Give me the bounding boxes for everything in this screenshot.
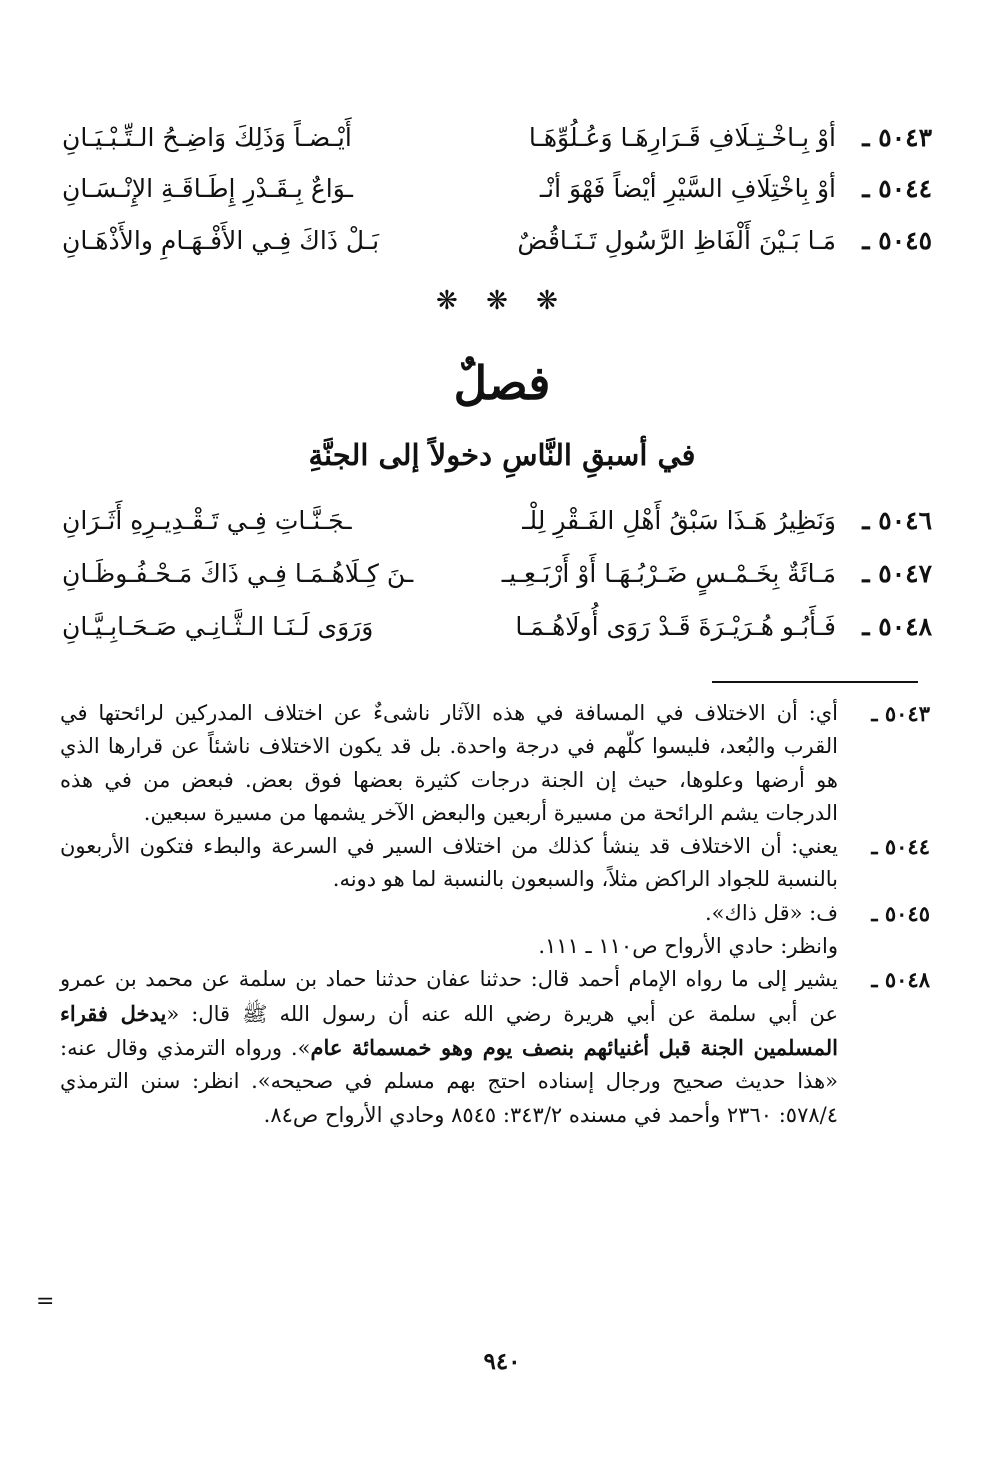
footnote-text-post: ». ورواه الترمذي وقال عنه: «هذا حديث صحيح ورجال إسناده احتج بهم مسلم في صحيحه». انظر: سنن الترمذي ٥٧٨/٤: ٢٣٦٠ وأحمد في مسنده ٣٤٣/٢: ٨٥٤٥ وحادي الأرواح ص٨٤.: [60, 1035, 838, 1127]
continuation-mark: =: [36, 1289, 55, 1314]
verse-first-hemistich: فَـأَبُـو هُـرَيْـرَةَ قَـدْ رَوَى أُولَاهُـمَـا: [515, 611, 836, 641]
footnote-5044: [60, 830, 930, 897]
verse-5044: [62, 164, 932, 212]
footnote-text-pre: يشير إلى ما رواه الإمام أحمد قال: حدثنا عفان حدثنا حماد بن سلمة عن محمد بن عمرو عن أبي سلمة عن أبي هريرة رضي الله عنه أن رسول الله ﷺ قال: «: [60, 967, 838, 1026]
verse-second-hemistich: أَيْـضـاً وَذَلِكَ وَاضِـحُ الـتِّـبْـيَـانِ: [62, 122, 352, 152]
page-number: ٩٤٠: [483, 1348, 521, 1375]
verse-second-hemistich: ـوَاعٌ بِـقَـدْرِ إِطَـاقَـةِ الإِنْـسَـانِ: [62, 173, 353, 203]
footnote-text: [60, 963, 838, 1131]
verse-first-hemistich: أوْ بِاخْتِلَافِ السَّيْرِ أيْضاً فَهْوَ أنْـ: [539, 173, 836, 203]
hadith-quote: يدخل فقراء المسلمين الجنة قبل أغنيائهم بنصف يوم وهو خمسمائة عام: [60, 1000, 838, 1060]
footnote-paragraph: أي: أن الاختلاف في المسافة في هذه الآثار ناشىءٌ عن اختلاف المدركين لرائحتها في القرب والبُعد، فليسوا كلّهم في درجة واحدة. بل قد يكون الاختلاف ناشئاً عن قرارها الذي هو أرضها وعلوها، حيث إن الجنة درجات كثيرة بعضها فوق بعض. فبعض من في هذه الدرجات يشم الرائحة من مسيرة أربعين والبعض الآخر يشمها من مسيرة سبعين.: [60, 701, 838, 825]
verse-second-hemistich: وَرَوَى لَـنَـا الـثَّـانِـي صَـحَـابِـيَّـانِ: [62, 611, 374, 641]
verse-5048: [62, 602, 932, 650]
verse-first-hemistich: أوْ بِـاخْـتِـلَافِ قَـرَارِهَـا وَعُـلُوِّهَـا: [528, 122, 836, 152]
footnote-text: [60, 830, 838, 897]
verse-second-hemistich: ـجَـنَّـاتِ فِـي تَـقْـدِيـرِهِ أَثَـرَانِ: [62, 505, 352, 535]
verse-5043: [62, 113, 932, 161]
footnote-paragraph: ف: «قل ذاك».: [704, 900, 838, 925]
footnote-number: ٥٠٤٤ ـ: [871, 834, 930, 860]
verse-first-hemistich: وَنَظِيرُ هَـذَا سَبْقُ أَهْلِ الفَـقْرِ لِلْـ: [522, 505, 836, 535]
footnote-number: ٥٠٤٨ ـ: [871, 967, 930, 993]
verse-5045: [62, 216, 932, 264]
verse-number: ٥٠٤٦ ـ: [862, 505, 932, 535]
section-title: في أسبقِ النَّاسِ دخولاً إلى الجنَّةِ: [308, 438, 696, 472]
footnote-5048: [60, 963, 930, 1131]
footnote-number: ٥٠٤٥ ـ: [871, 900, 930, 926]
chapter-heading: فصلٌ: [453, 356, 551, 410]
verse-5046: [62, 496, 932, 544]
verse-number: ٥٠٤٧ ـ: [862, 558, 932, 588]
verse-number: ٥٠٤٥ ـ: [862, 225, 932, 255]
verse-second-hemistich: بَـلْ ذَاكَ فِـي الأَفْـهَـامِ والأَذْهَـانِ: [62, 225, 380, 255]
section-separator-stars: ❋ ❋ ❋: [436, 286, 568, 316]
verse-5047: [62, 549, 932, 597]
footnote-paragraph: وانظر: حادي الأرواح ص١١٠ ـ ١١١.: [538, 934, 838, 959]
footnote-text: [60, 897, 838, 964]
footnote-paragraph: [60, 963, 838, 1131]
verse-second-hemistich: ـنَ كِـلَاهُـمَـا فِـي ذَاكَ مَـحْـفُـوظَـانِ: [62, 558, 414, 588]
verse-first-hemistich: مَـائَةٌ بِخَـمْـسٍ ضَـرْبُـهَـا أَوْ أَرْبَـعِـيـ: [501, 558, 836, 588]
footnote-5045: [60, 897, 930, 964]
footnote-5043: [60, 697, 930, 830]
footnote-number: ٥٠٤٣ ـ: [871, 701, 930, 726]
footnotes: [60, 697, 930, 1132]
footnote-paragraph: يعني: أن الاختلاف قد ينشأ كذلك من اختلاف السير في السرعة والبطء فتكون الأربعون بالنسبة للجواد الراكض مثلاً، والسبعون بالنسبة لما هو دونه.: [60, 834, 838, 892]
footnote-divider: [712, 681, 918, 683]
verse-number: ٥٠٤٤ ـ: [862, 173, 932, 203]
verse-number: ٥٠٤٨ ـ: [862, 611, 932, 641]
footnote-text: [60, 697, 838, 830]
verse-number: ٥٠٤٣ ـ: [862, 122, 932, 152]
verse-first-hemistich: مَـا بَـيْنَ أَلْفَاظِ الرَّسُولِ تَـنَـاقُضٌ: [517, 225, 836, 255]
